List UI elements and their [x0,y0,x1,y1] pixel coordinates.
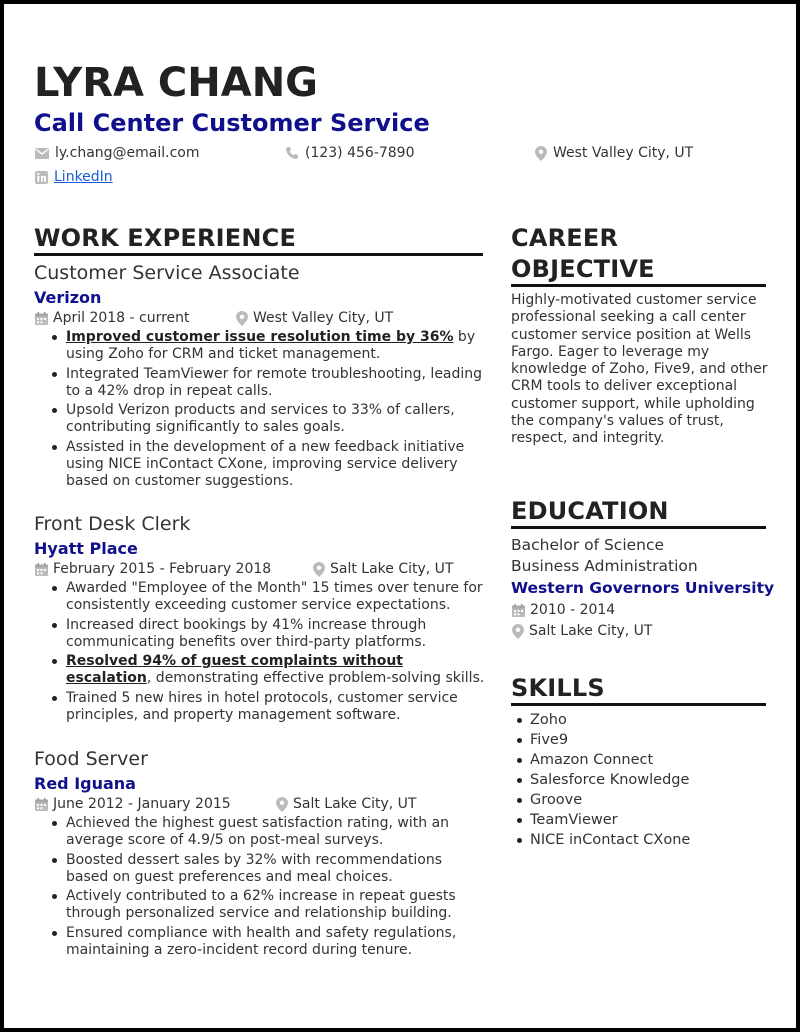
calendar-icon [35,798,48,811]
career-objective-divider [511,284,766,287]
location-pin-icon [276,797,288,812]
job-title: Food Server [34,748,148,770]
list-item [48,329,488,364]
linkedin-link[interactable]: LinkedIn [54,169,113,185]
resume-page [4,4,796,1028]
bullet-text: Achieved the highest guest satisfaction rating, with an average score of 4.9/5 on post-meal surveys. [66,815,450,849]
career-objective-heading-line2: OBJECTIVE [511,255,655,283]
contact-linkedin [35,168,113,186]
bullet-text: Increased direct bookings by 41% increase through communicating benefits over third-party platforms. [66,616,427,650]
job-location-text: West Valley City, UT [253,310,394,326]
skills-divider [511,703,766,706]
career-objective-heading-line1: CAREER [511,224,619,252]
contact-phone [285,144,415,162]
education-divider [511,526,766,529]
work-experience-divider [34,253,483,256]
list-item [48,580,488,615]
bullet-text: Actively contributed to a 62% increase in repeat guests through personalized service and relationship building. [66,888,456,922]
bullet-text: Assisted in the development of a new feedback initiative using NICE inContact CXone, improving service delivery based on customer suggestions. [66,438,465,490]
bullet-text: Ensured compliance with health and safety regulations, maintaining a zero-incident record during tenure. [66,924,457,959]
list-item [48,925,488,960]
list-item [48,690,488,725]
bullet-text: Awarded "Employee of the Month" 15 times over tenure for consistently exceeding customer service expectations. [66,580,483,614]
job-dates-text: June 2012 - January 2015 [53,796,231,812]
job-location [313,560,453,578]
location-pin-icon [535,146,547,161]
list-item [48,852,488,887]
candidate-name: LYRA CHANG [34,60,319,106]
job-bullets [48,329,488,493]
bullet-text: , demonstrating effective problem-solving skills. [146,670,485,687]
list-item: Amazon Connect [514,750,690,770]
field-of-study: Business Administration [511,557,698,575]
list-item: Salesforce Knowledge [514,770,690,790]
job-bullets [48,815,488,961]
job-title: Front Desk Clerk [34,513,191,535]
location-pin-icon [313,562,325,577]
job-bullets [48,580,488,726]
phone-text: (123) 456-7890 [305,145,415,161]
job-location-text: Salt Lake City, UT [293,796,417,812]
education-location [512,622,652,640]
location-pin-icon [512,624,524,639]
bullet-text: Upsold Verizon products and services to 33% of callers, contributing significantly to sales goals. [66,402,455,436]
school-name: Western Governors University [511,579,775,597]
job-location-text: Salt Lake City, UT [330,561,454,577]
linkedin-icon [35,171,48,184]
list-item [48,402,488,437]
list-item: Groove [514,790,690,810]
calendar-icon [512,604,525,617]
contact-email [35,144,200,162]
education-dates-text: 2010 - 2014 [530,602,616,618]
job-dates [35,309,190,327]
skills-list [514,710,690,850]
list-item [48,617,488,652]
company-name: Red Iguana [34,774,136,793]
job-target-title: Call Center Customer Service [34,109,430,137]
list-item: TeamViewer [514,810,690,830]
job-dates [35,795,231,813]
work-experience-heading: WORK EXPERIENCE [34,224,297,252]
job-dates-text: February 2015 - February 2018 [53,561,272,577]
education-location-text: Salt Lake City, UT [529,623,653,639]
job-location [276,795,416,813]
bullet-highlight: Resolved 94% of guest complaints without escalation [66,653,403,687]
email-text: ly.chang@email.com [55,145,200,161]
bullet-text: by using Zoho for CRM and ticket management. [66,329,476,363]
phone-icon [285,146,299,160]
company-name: Hyatt Place [34,539,138,558]
company-name: Verizon [34,288,102,307]
education-dates [512,601,615,619]
list-item [48,815,488,850]
bullet-highlight: Improved customer issue resolution time by 36% [66,329,454,345]
list-item: Zoho [514,710,690,730]
calendar-icon [35,563,48,576]
job-title: Customer Service Associate [34,262,300,284]
career-objective-text: Highly-motivated customer service professional seeking a call center customer service position at Wells Fargo. Eager to leverage my knowledge of Zoho, Five9, and other CRM tools to deliver exceptional customer support, while upholding the company's values of trust, respect, and integrity. [511,292,768,447]
list-item [48,366,488,401]
list-item: Five9 [514,730,690,750]
bullet-text: Boosted dessert sales by 32% with recommendations based on guest preferences and meal choices. [66,851,442,885]
job-dates-text: April 2018 - current [53,310,190,326]
skills-heading: SKILLS [511,674,605,702]
bullet-text: Integrated TeamViewer for remote troubleshooting, leading to a 42% drop in repeat calls. [66,365,483,399]
education-heading: EDUCATION [511,497,669,525]
list-item: NICE inContact CXone [514,830,690,850]
list-item [48,439,488,491]
job-location [236,309,393,327]
bullet-text: Trained 5 new hires in hotel protocols, customer service principles, and property management software. [66,689,458,724]
calendar-icon [35,312,48,325]
location-pin-icon [236,311,248,326]
contact-location [535,144,693,162]
degree: Bachelor of Science [511,536,665,554]
job-dates [35,560,271,578]
email-icon [35,148,49,159]
list-item [48,888,488,923]
list-item [48,653,488,688]
location-text: West Valley City, UT [553,145,694,161]
